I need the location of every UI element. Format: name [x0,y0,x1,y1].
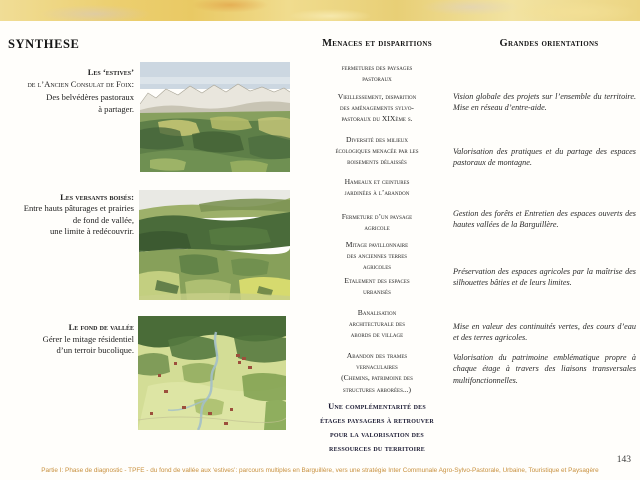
caption-estives-line: à partager. [98,104,134,115]
menace-line: agricoles [362,262,392,272]
orientation-paragraph: Vision globale des projets sur l’ensemble du territoire. Mise en réseau d’entre-aide. [453,92,636,113]
fond-de-vallee-illustration [138,316,286,430]
caption-fond-vallee [0,322,134,357]
caption-estives-title: Les ‘estives’ [87,67,134,77]
orientation-paragraph: Valorisation des pratiques et du partage des espaces pastoraux de montagne. [453,147,636,168]
footer-caption: Partie I: Phase de diagnostic - TPFE - du fond de vallée aux ‘estives’: parcours multiples en Barguillère, vers une stratégie Inter Communale Agro-Sylvo-Pastorale, Urbaine, Touristique et Paysagère [41,467,599,474]
menace-line: écologiques menacée par les [335,146,419,156]
synthese-title: SYNTHESE [8,37,80,51]
menace-item-vieillessement [296,91,458,125]
orientations-title: Grandes orientations [499,38,599,49]
menace-line: Etalement des espaces [344,276,410,285]
caption-estives-line: de l’Ancien Consulat de Foix: [27,79,134,90]
menace-line: des aménagements sylvo- [340,103,414,113]
caption-fond-vallee-title: Le fond de vallée [68,322,134,332]
watercolor-header-band [0,0,640,21]
menace-line: fermetures des paysages [341,63,413,72]
statement-line: Une complémentarité des [328,402,426,411]
caption-fond-vallee-line: d’un terroir bucolique. [56,345,134,356]
caption-versants-line: Entre hauts pâturages et prairies [23,203,134,214]
menace-line: architecturale des [348,319,406,329]
menace-line: Abandon des trames [346,351,408,360]
caption-versants-title: Les versants boisés: [60,192,134,202]
statement-line: ressources du territoire [329,444,425,453]
menace-item-fermetures [296,62,458,84]
statement-line: étages paysagers à retrouver [320,416,434,425]
menace-line: vernaculaires [356,362,398,372]
caption-versants-line: une limite à redécouvrir. [50,226,134,237]
caption-estives [0,66,134,116]
caption-estives-line: Des belvédères pastoraux [46,91,134,102]
menace-item-abandon-trames [296,350,458,395]
menace-line: agricole [364,223,390,233]
menace-line: Vieillessement, disparition [337,92,417,101]
menace-line: Banalisation [357,308,397,317]
menace-item-mitage [296,239,458,273]
menace-line: (Chemins, patrimoine des [341,373,413,383]
menace-line: des anciennes terres [346,251,408,261]
orientation-paragraph: Préservation des espaces agricoles par la maîtrise des silhouettes bâties et de leurs limites. [453,267,636,288]
conclusion-statement [287,400,467,456]
menace-line: abords de village [350,330,404,340]
menace-item-etalement [296,275,458,297]
menace-item-hameaux [296,176,458,198]
menace-line: Fermeture d’un paysage [341,212,413,221]
menace-item-banalisation [296,307,458,341]
menace-line: Mitage pavillonnaire [345,240,409,249]
menace-item-fermeture-paysage [296,211,458,233]
versants-boises-illustration [139,190,290,300]
menace-line: jardinées à l’abandon [344,188,410,198]
menaces-title: Menaces et disparitions [322,38,432,49]
menace-line: Diversité des milieux [345,135,409,144]
orientation-paragraph: Gestion des forêts et Entretien des espaces ouverts des hautes vallées de la Barguillère. [453,209,636,230]
menace-line: Hameaux et ceintures [344,177,410,186]
menace-line: pastoraux du XIXème s. [341,114,413,124]
caption-fond-vallee-line: Gérer le mitage résidentiel [42,333,134,344]
menace-line: boisements délaissés [347,157,407,167]
menace-line: structures arborées...) [342,384,412,394]
page-number: 143 [616,455,631,465]
orientation-paragraph: Mise en valeur des continuités vertes, des cours d’eau et des terres agricoles. [453,322,636,343]
menace-line: pastoraux [362,74,392,84]
statement-line: pour la valorisation des [330,430,424,439]
orientation-paragraph: Valorisation du patrimoine emblématique propre à chaque étage à travers des liaisons transversales multifonctionnelles. [453,353,636,385]
menace-item-diversite [296,134,458,168]
caption-versants-line: de fond de vallée, [72,214,134,225]
menace-line: urbanisés [363,287,391,297]
estives-illustration [140,62,290,172]
caption-versants [0,192,134,238]
